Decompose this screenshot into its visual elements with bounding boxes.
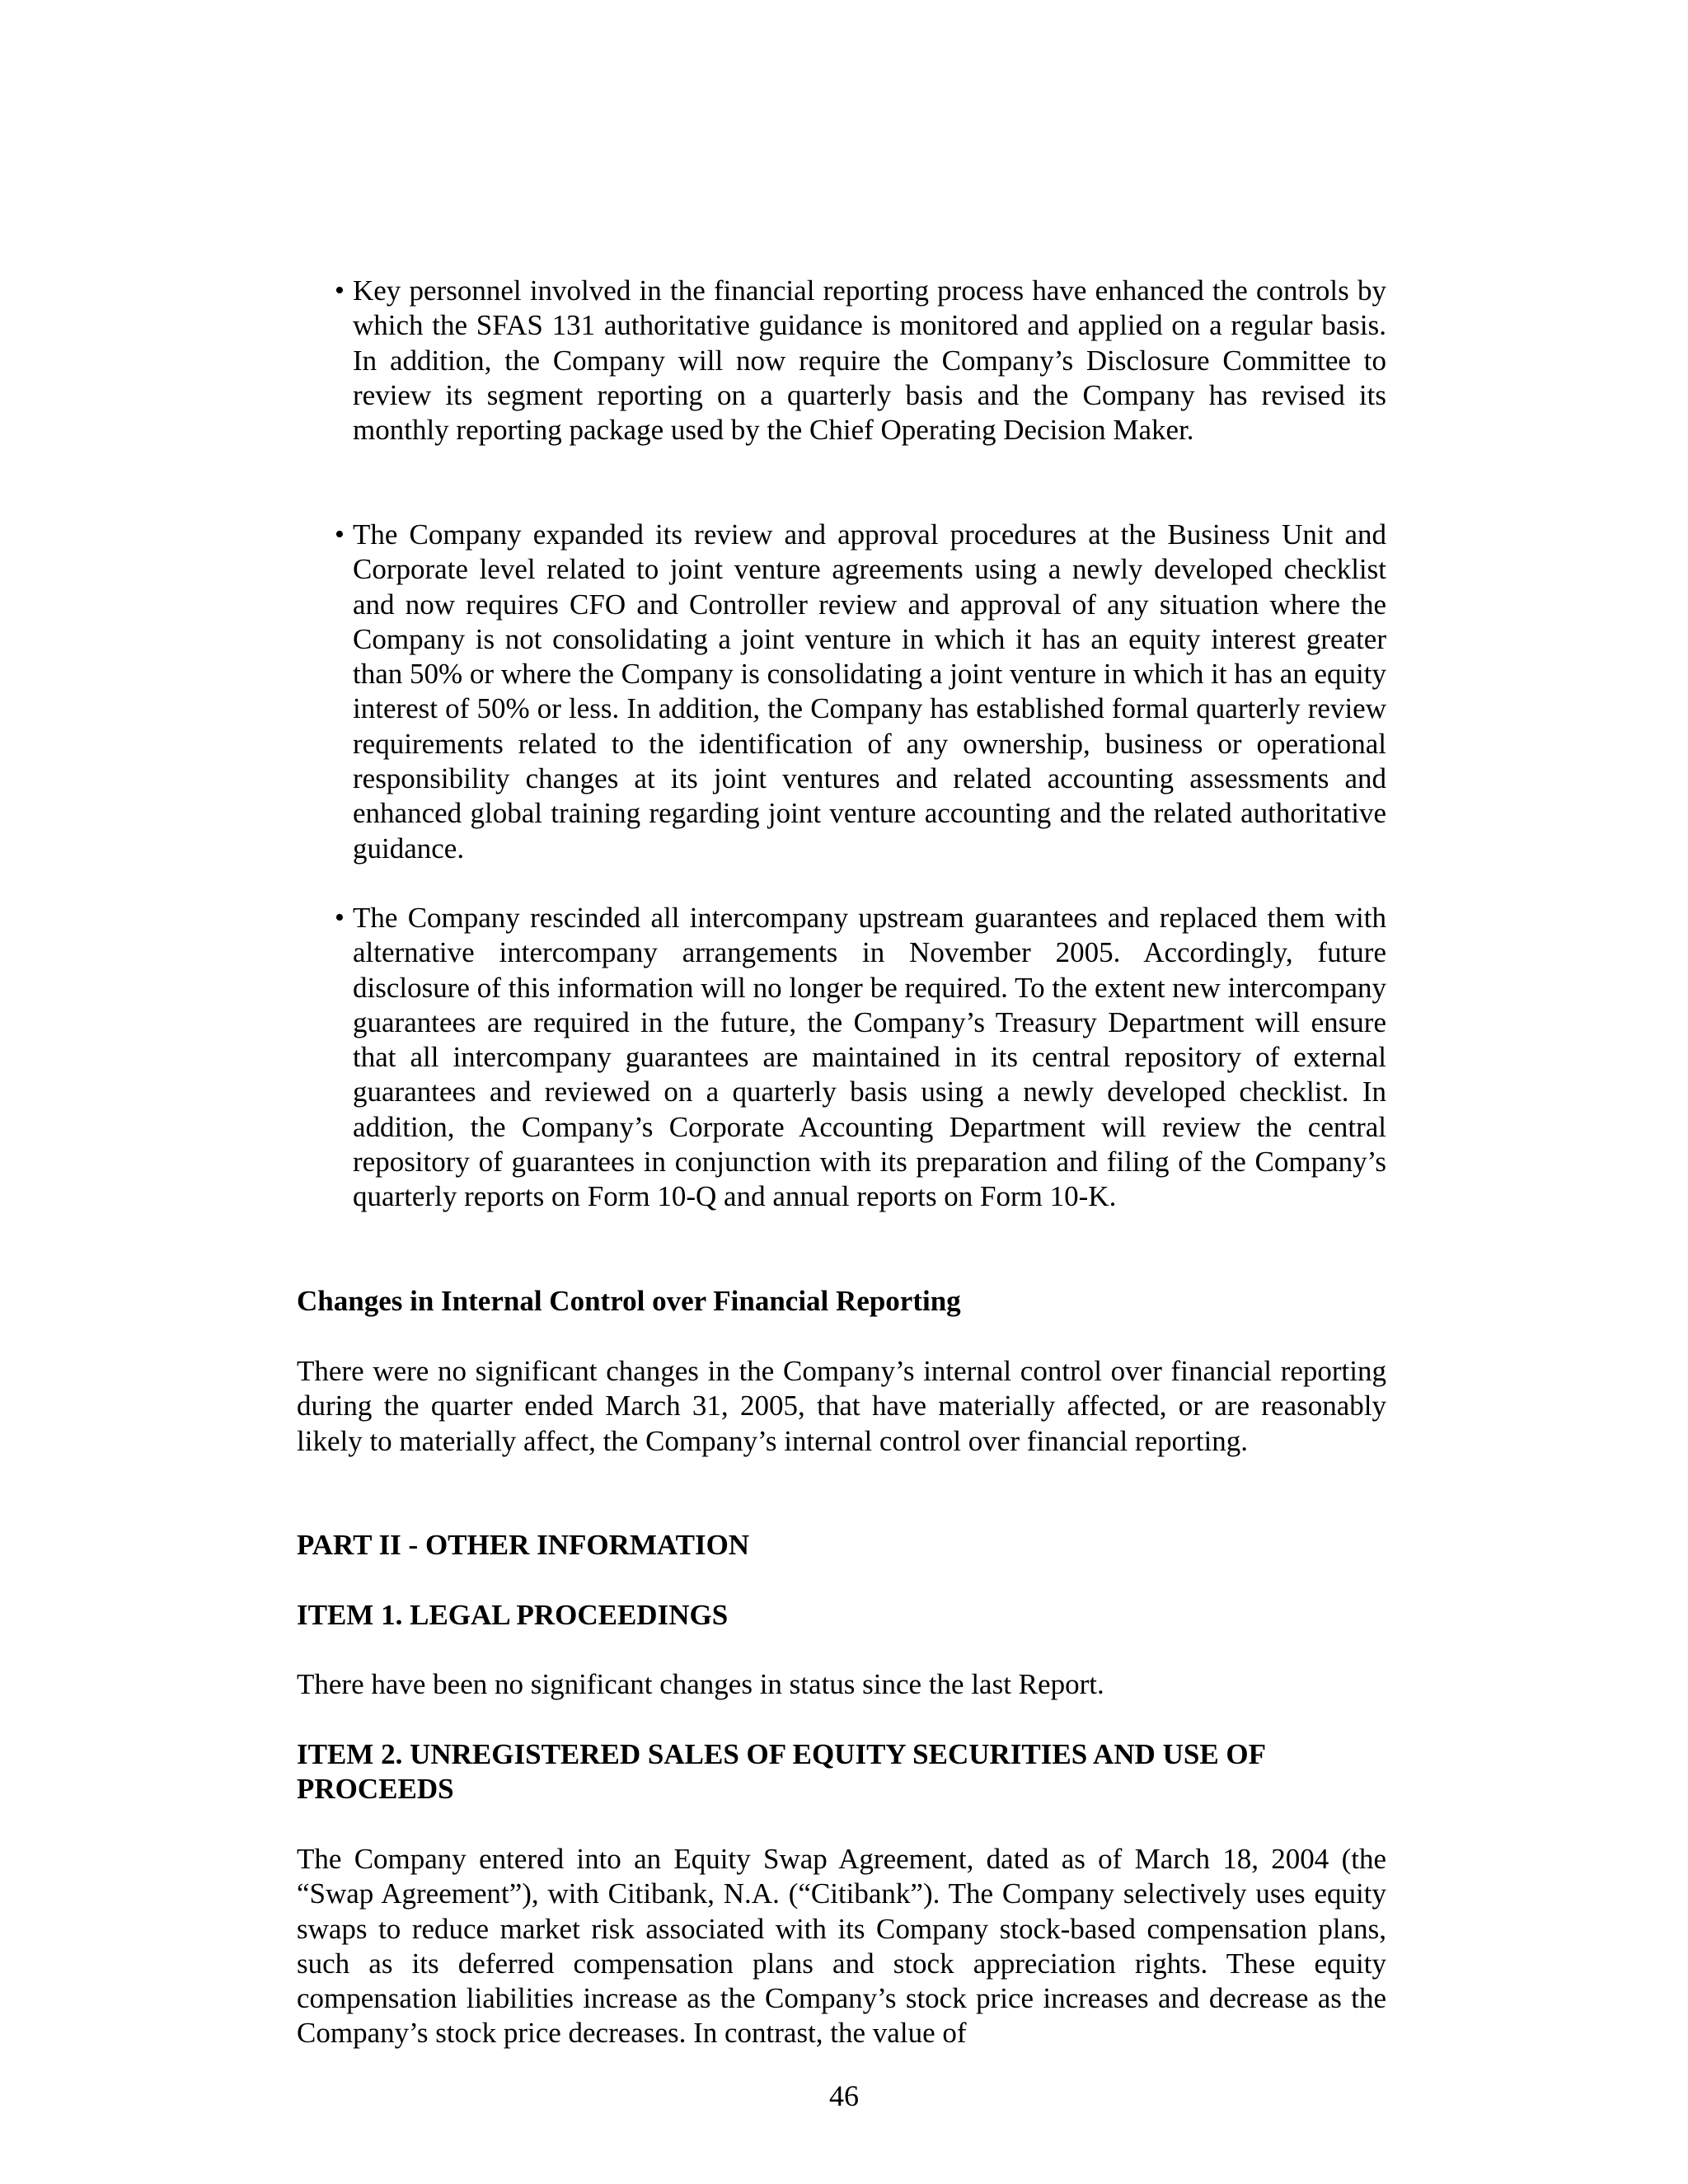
changes-paragraph: There were no significant changes in the Company’s internal control over financial reporting during the quarter ended March 31, 2005, that have materially affected, or are reasonably likely to materially affect, the Company’s internal control over financial reporting.	[297, 1355, 1386, 1457]
item-one-section	[297, 1598, 1386, 1633]
changes-paragraph-block	[297, 1354, 1386, 1459]
bullet-item-segment-reporting	[335, 274, 1386, 448]
bullet-item-intercompany-guarantees	[335, 901, 1386, 1215]
item-heading: ITEM 2. UNREGISTERED SALES OF EQUITY SECURITIES AND USE OF PROCEEDS	[297, 1738, 1265, 1806]
bullet-symbol: •	[335, 902, 345, 933]
bullet-item-joint-venture	[335, 518, 1386, 866]
bullet-symbol: •	[335, 275, 345, 306]
part-heading: PART II - OTHER INFORMATION	[297, 1529, 750, 1561]
item-one-paragraph-block	[297, 1667, 1386, 1702]
item-one-paragraph: There have been no significant changes in status since the last Report.	[297, 1668, 1104, 1700]
part-two-section	[297, 1528, 1386, 1563]
bullet-text: The Company expanded its review and approval procedures at the Business Unit and Corporate level related to joint venture agreements using a newly developed checklist and now requires CFO and Controller review and approval of any situation where the Company is not consolidating a joint venture in which it has an equity interest greater than 50% or where the Company is consolidating a joint venture in which it has an equity interest of 50% or less. In addition, the Company has established formal quarterly review requirements related to the identification of any ownership, business or operational responsibility changes at its joint ventures and related accounting assessments and enhanced global training regarding joint venture accounting and the related authoritative guidance.	[353, 518, 1386, 865]
page-number: 46	[829, 2079, 859, 2112]
section-heading: Changes in Internal Control over Financial Reporting	[297, 1285, 961, 1317]
item-heading: ITEM 1. LEGAL PROCEEDINGS	[297, 1599, 729, 1631]
item-two-paragraph: The Company entered into an Equity Swap Agreement, dated as of March 18, 2004 (the “Swap Agreement”), with Citibank, N.A. (“Citibank”). The Company selectively uses equity swaps to reduce market risk associated with its Company stock-based compensation plans, such as its deferred compensation plans and stock appreciation rights. These equity compensation liabilities increase as the Company’s stock price increases and decrease as the Company’s stock price decreases. In contrast, the value of	[297, 1843, 1386, 2050]
changes-section	[297, 1284, 1386, 1319]
bullet-symbol: •	[335, 519, 345, 550]
item-two-paragraph-block	[297, 1842, 1386, 2051]
bullet-text: The Company rescinded all intercompany upstream guarantees and replaced them with alternative intercompany arrangements in November 2005. Accordingly, future disclosure of this information will no longer be required. To the extent new intercompany guarantees are required in the future, the Company’s Treasury Department will ensure that all intercompany guarantees are maintained in its central repository of external guarantees and reviewed on a quarterly basis using a newly developed checklist. In addition, the Company’s Corporate Accounting Department will review the central repository of guarantees in conjunction with its preparation and filing of the Company’s quarterly reports on Form 10-Q and annual reports on Form 10-K.	[353, 902, 1386, 1213]
bullet-text: Key personnel involved in the financial reporting process have enhanced the controls by which the SFAS 131 authoritative guidance is monitored and applied on a regular basis. In addition, the Company will now require the Company’s Disclosure Committee to review its segment reporting on a quarterly basis and the Company has revised its monthly reporting package used by the Chief Operating Decision Maker.	[353, 274, 1386, 447]
item-two-section	[297, 1737, 1386, 1807]
